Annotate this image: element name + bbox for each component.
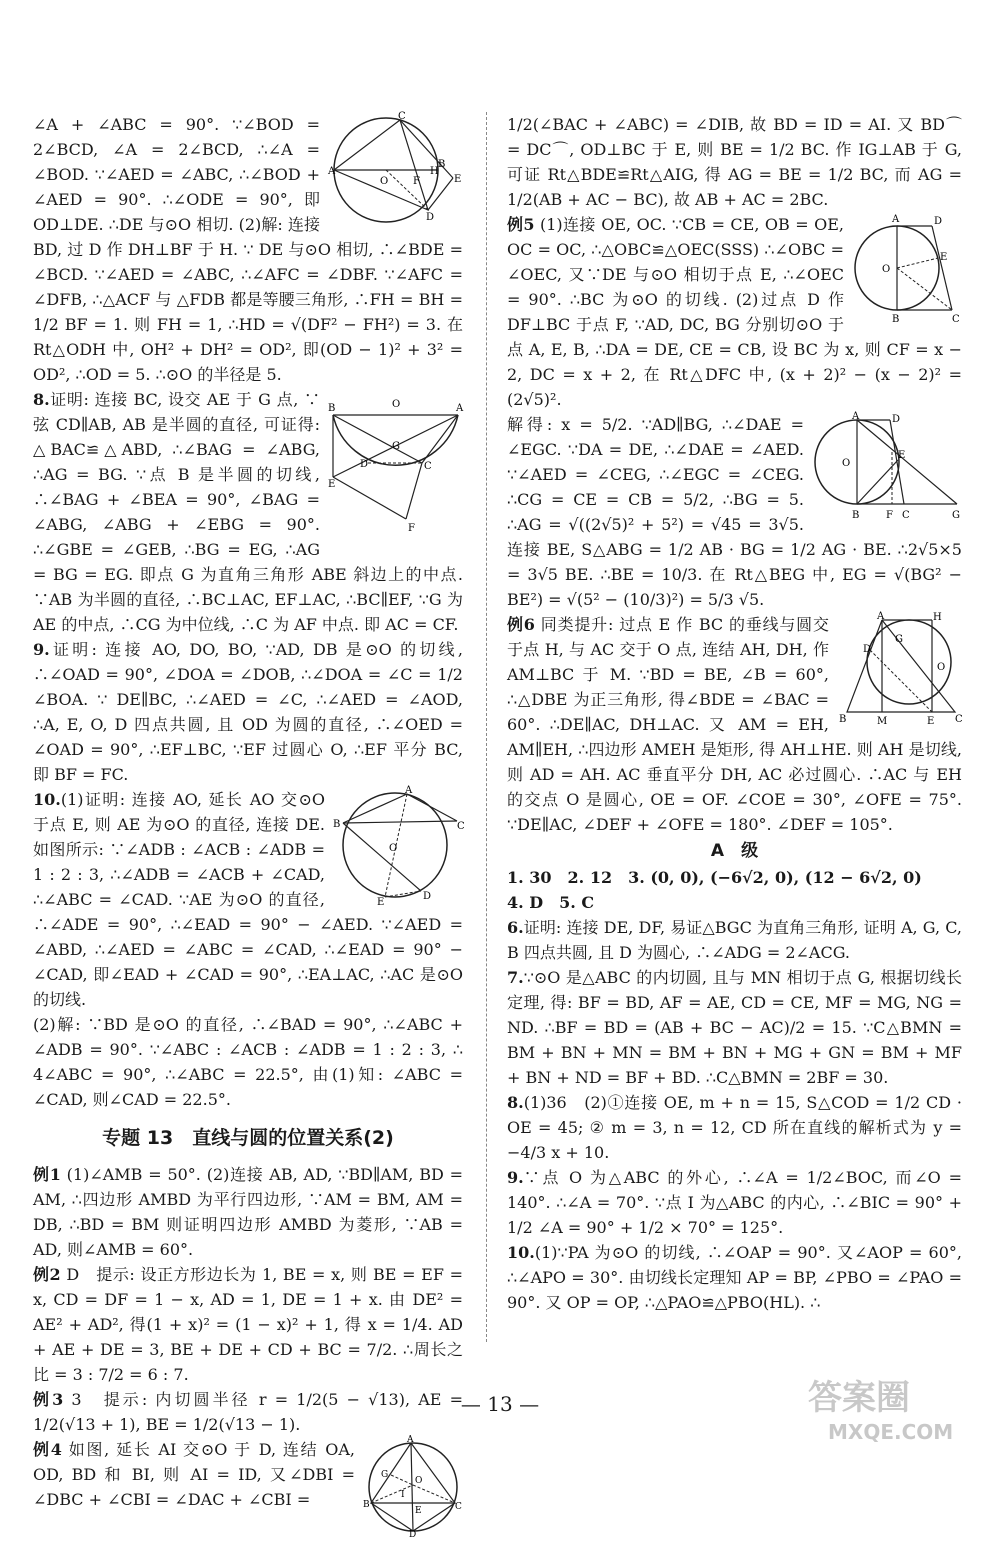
- answers-1-3: 1. 30 2. 12 3. (0, 0), (−6√2, 0), (12 − 6√2, 0): [507, 868, 922, 887]
- svg-text:O: O: [937, 662, 946, 673]
- svg-text:D: D: [423, 891, 432, 902]
- example-3-text: 3 提示: 内切圆半径 r = 1/2(5 − √13), AE = 1/2(√13 + 1), BE = 1/2(√13 − 1).: [33, 1390, 464, 1434]
- svg-text:C: C: [398, 111, 406, 122]
- figure-circle-ex5b: [812, 412, 962, 522]
- svg-text:C: C: [457, 821, 465, 832]
- watermark-line1: 答案圈: [808, 1378, 910, 1418]
- example-4-text: 如图, 延长 AI 交⊙O 于 D, 连结 OA, OD, BD 和 BI, 则 AI = ID, 又∠DBI = ∠DBC + ∠CBI = ∠DAC + ∠CBI =: [33, 1440, 355, 1509]
- svg-text:C: C: [955, 714, 963, 725]
- svg-text:O: O: [389, 843, 398, 854]
- figure-circle-tangent: [328, 112, 463, 222]
- example-6-text: 同类提升: 过点 E 作 BC 的垂线与圆交于点 H, 与 AC 交于 O 点, 连结 AH, DH, 作 AM⊥BC 于 M. ∵BD = BE, ∠B = 60°, ∴△DBE 为正三角形, 得∠BDE = ∠BAC = 60°. ∴DE∥AC, DH⊥AC. 又 AM = EH, AM∥EH, ∴四边形 AMEH 是矩形, 得 AH⊥HE. 则 AH 是切线, 则 AD = AH. AC 垂直平分 DH, AC 必过圆心. ∴AC 与 EH 的交点 O 是圆心, OE = OF. ∠COE = 30°, ∠OFE = 75°. ∵DE∥AC, ∠DEF + ∠OFE = 180°. ∠DEF = 105°.: [507, 615, 962, 834]
- svg-text:O: O: [842, 458, 851, 469]
- svg-text:E: E: [940, 252, 948, 263]
- svg-text:A: A: [877, 611, 885, 622]
- svg-text:F: F: [408, 523, 415, 534]
- figure-circle-ex5: [852, 212, 962, 327]
- section-heading: 专题 13 直线与圆的位置关系(2): [102, 1127, 394, 1149]
- svg-text:A: A: [892, 214, 900, 225]
- svg-text:D: D: [892, 414, 901, 425]
- item-a6-number: 6.: [507, 918, 524, 937]
- svg-text:H: H: [430, 166, 439, 177]
- watermark-logo: [788, 1367, 978, 1447]
- right-para-1: 1/2(∠BAC + ∠ABC) = ∠DIB, 故 BD = ID = AI. 又 BD⌒ = DC⌒, OD⊥BC 于 E, 则 BE = 1/2 BC. 作 IG⊥AB 于 G, 可证 Rt△BDE≌Rt△AIG, 得 AG = BE = 1/2 BC, 而 AG = 1/2(AB + AC − BC), 故 AB + AC = 2BC.: [507, 115, 962, 209]
- svg-text:B: B: [328, 403, 336, 414]
- svg-text:B: B: [852, 510, 860, 521]
- svg-text:O: O: [392, 399, 401, 410]
- svg-text:E: E: [415, 1506, 422, 1516]
- example-5-label: 例5: [507, 215, 535, 234]
- svg-text:D: D: [409, 1530, 417, 1540]
- svg-text:E: E: [377, 897, 385, 908]
- example-1-text: (1)∠AMB = 50°. (2)连接 AB, AD, ∵BD∥AM, BD = AM, ∴四边形 AMBD 为平行四边形, ∵AM = BM, AM = DB, ∴BD = BM 则证明四边形 AMBD 为菱形, ∵AB = AD, 则∠AMB = 60°.: [33, 1165, 463, 1259]
- svg-text:A: A: [456, 403, 464, 414]
- example-3-label: 例3: [33, 1390, 64, 1409]
- item-10-part2: (2)解: ∵BD 是⊙O 的直径, ∴∠BAD = 90°, ∴∠ABC + ∠ADB = 90°. ∵∠ABC : ∠ACB : ∠ADB = 1 : 2 : 3, ∴ 4∠ABC = 90°, ∴∠ABC = 22.5°, 由(1)知: ∠ABC = ∠CAD, 则∠CAD = 22.5°.: [33, 1015, 463, 1109]
- svg-text:E: E: [898, 450, 906, 461]
- svg-text:O: O: [415, 1476, 423, 1486]
- answers-4-5: 4. D 5. C: [507, 893, 595, 912]
- item-a8-number: 8.: [507, 1093, 524, 1112]
- svg-text:B: B: [363, 1500, 370, 1510]
- example-2-label: 例2: [33, 1265, 61, 1284]
- svg-text:G: G: [952, 510, 960, 521]
- figure-triangle-ex6: [837, 612, 962, 727]
- item-9-number: 9.: [33, 640, 50, 659]
- item-a10-number: 10.: [507, 1243, 535, 1262]
- svg-text:C: C: [952, 314, 960, 325]
- svg-text:B: B: [333, 819, 341, 830]
- svg-text:H: H: [933, 612, 942, 623]
- svg-text:M: M: [877, 716, 888, 727]
- left-column: [33, 112, 463, 1541]
- svg-text:B: B: [892, 314, 900, 325]
- column-divider: [486, 112, 487, 1342]
- item-10-number: 10.: [33, 790, 61, 809]
- item-10-text: (1)证明: 连接 AO, 延长 AO 交⊙O 于点 E, 则 AE 为⊙O 的直径, 连接 DE. 如图所示: ∵∠ADB : ∠ACB : ∠ADB = 1 : 2 : 3, ∴∠ADB = ∠ACB + ∠CAD, ∴∠ABC = ∠CAD. ∵AE 为⊙O 的直径, ∴∠ADE = 90°, ∴∠EAD = 90° − ∠AED. ∵∠AED = ∠ABD, ∴∠AED = ∠ABC = ∠CAD, ∴∠EAD = 90° − ∠CAD, 即∠EAD + ∠CAD = 90°, ∴EA⊥AC, ∴AC 是⊙O 的切线.: [33, 790, 463, 1009]
- item-9-text: 证明: 连接 AO, DO, BO, ∵AD, DB 是⊙O 的切线, ∴∠OAD = 90°, ∠DOA = ∠DOB, ∴∠DOA = ∠C = 1/2 ∠BOA. ∵ DE∥BC, ∴∠AED = ∠C, ∴∠AED = ∠AOD, ∴A, E, O, D 四点共圆, 且 OD 为圆的直径, ∴∠OED = ∠OAD = 90°, ∴EF⊥BC, ∵EF 过圆心 O, ∴EF 平分 BC, 即 BF = FC.: [33, 640, 463, 784]
- svg-text:E: E: [454, 174, 462, 185]
- svg-text:D: D: [863, 644, 872, 655]
- right-column: [507, 112, 962, 1315]
- svg-text:E: E: [328, 479, 336, 490]
- svg-text:D: D: [934, 216, 943, 227]
- svg-text:O: O: [380, 176, 389, 187]
- svg-text:A: A: [852, 411, 860, 422]
- item-a6-text: 证明: 连接 DE, DF, 易证△BGC 为直角三角形, 证明 A, G, C, B 四点共圆, 且 D 为圆心, ∴∠ADG = 2∠ACG.: [507, 918, 962, 962]
- page-number: — 13 —: [460, 1392, 540, 1416]
- svg-text:A: A: [328, 166, 336, 177]
- example-5-text: (1)连接 OE, OC. ∵CB = CE, OB = OE, OC = OC, ∴△OBC≌△OEC(SSS) ∴∠OBC = ∠OEC, 又∵DE 与⊙O 相切于点 E, ∴∠OEC = 90°. ∴BC 为⊙O 的切线. (2)过点 D 作 DF⊥BC 于点 F, ∵AD, DC, BG 分别切⊙O 于点 A, E, B, ∴DA = DE, CE = CB, 设 BC 为 x, 则 CF = x − 2, DC = x + 2, 在 Rt△DFC 中, (x + 2)² − (x − 2)² = (2√5)².: [507, 215, 962, 409]
- figure-circle-ex4: [363, 1435, 463, 1540]
- example-4-label: 例4: [33, 1440, 62, 1459]
- svg-text:F: F: [413, 176, 420, 187]
- example-1-label: 例1: [33, 1165, 61, 1184]
- item-8-text: 证明: 连接 BC, 设交 AE 于 G 点, ∵弦 CD∥AB, AB 是半圆的直径, 可证得: △BAC≌△ABD, ∴∠BAG = ∠ABG, ∴AG = BG. ∵点 B 是半圆的切线, ∴∠BAG + ∠BEA = 90°, ∠BAG = ∠ABG, ∠ABG + ∠EBG = 90°. ∴∠GBE = ∠GEB, ∴BG = EG, ∴AG = BG = EG. 即点 G 为直角三角形 ABE 斜边上的中点. ∵AB 为半圆的直径, ∴BC⊥AC, EF⊥AC, ∴BC∥EF, ∵G 为 AE 的中点, ∴CG 为中位线, ∴C 为 AF 中点. 即 AC = CF.: [33, 390, 463, 634]
- item-a7-number: 7.: [507, 968, 524, 987]
- item-8-number: 8.: [33, 390, 50, 409]
- watermark-line2: MXQE.COM: [828, 1420, 954, 1444]
- svg-text:O: O: [882, 264, 891, 275]
- svg-text:F: F: [886, 510, 893, 521]
- svg-text:C: C: [424, 461, 432, 472]
- svg-text:C: C: [455, 1502, 462, 1512]
- svg-text:A: A: [407, 1435, 414, 1445]
- level-heading: A 级: [710, 841, 759, 861]
- svg-text:D: D: [426, 212, 435, 223]
- figure-circle-10: [333, 787, 463, 907]
- svg-text:A: A: [405, 785, 413, 796]
- item-a7-text: ∵⊙O 是△ABC 的内切圆, 且与 MN 相切于点 G, 根据切线长定理, 得: BF = BD, AF = AE, CD = CE, MF = MG, NG = ND. ∴BF = BD = (AB + BC − AC)/2 = 15. ∵C△BMN = BM + BN + MN = BM + BN + MG + GN = BM + MF + BN + ND = BF + BD. ∴C△BMN = 2BF = 30.: [507, 968, 962, 1087]
- svg-text:B: B: [438, 159, 446, 170]
- example-2-text: D 提示: 设正方形边长为 1, BE = x, 则 BE = EF = x, CD = DF = 1 − x, AD = 1, DE = 1 + x. 由 DE² = AE² + AD², 得(1 + x)² = (1 − x)² + 1, 得 x = 1/4. AD + AE + DE = 3, BE + DE + CD + BC = 7/2. ∴周长之比 = 3 : 7/2 = 6 : 7.: [33, 1265, 463, 1384]
- svg-text:I: I: [401, 1490, 405, 1500]
- svg-text:B: B: [839, 714, 847, 725]
- item-a9-number: 9.: [507, 1168, 524, 1187]
- example-6-label: 例6: [507, 615, 535, 634]
- item-a8-text: (1)36 (2)①连接 OE, m + n = 15, S△COD = 1/2 CD · OE = 45; ② m = 3, n = 12, CD 所在直线的解析式为 y = −4/3 x + 10.: [507, 1093, 962, 1162]
- svg-text:G: G: [392, 441, 400, 452]
- svg-text:G: G: [895, 634, 903, 645]
- example-5-part2: 解得: x = 5/2. ∵AD∥BG, ∴∠DAE = ∠EGC. ∵DA = DE, ∴∠DAE = ∠AED. ∵∠AED = ∠CEG, ∴∠EGC = ∠CEG. ∴CG = CE = CB = 5/2, ∴BG = 5. ∴AG = √((2√5)² + 5²) = √45 = 3√5. 连接 BE, S△ABG = 1/2 AB · BG = 1/2 AG · BE. ∴2√5×5 = 3√5 BE. ∴BE = 10/3. 在 Rt△BEG 中, EG = √(BG² − BE²) = √(5² − (10/3)²) = 5/3 √5.: [507, 415, 962, 609]
- svg-text:C: C: [902, 510, 910, 521]
- left-para-1: ∠A + ∠ABC = 90°. ∵∠BOD = 2∠BCD, ∠A = 2∠BCD, ∴∠A = ∠BOD. ∵∠AED = ∠ABC, ∴∠BOD + ∠AED = 90°. ∴∠ODE = 90°, 即 OD⊥DE. ∴DE 与⊙O 相切. (2)解: 连接 BD, 过 D 作 DH⊥BF 于 H. ∵ DE 与⊙O 相切, ∴∠BDE = ∠BCD. ∵∠AED = ∠ABC, ∴∠AFC = ∠DBF. ∵∠AFC = ∠DFB, ∴△ACF 与 △FDB 都是等腰三角形, ∴FH = BH = 1/2 BF = 1. 则 FH = 1, ∴HD = √(DF² − FH²) = 3. 在 Rt△ODH 中, OH² + DH² = OD², 即(OD − 1)² + 3² = OD², ∴OD = 5. ∴⊙O 的半径是 5.: [33, 115, 463, 384]
- svg-text:E: E: [927, 716, 935, 727]
- item-a9-text: ∵点 O 为△ABC 的外心, ∴∠A = 1/2∠BOC, 而∠O = 140°. ∴∠A = 70°. ∵点 I 为△ABC 的内心, ∴∠BIC = 90° + 1/2 ∠A = 90° + 1/2 × 70° = 125°.: [507, 1168, 962, 1237]
- svg-text:G: G: [381, 1470, 389, 1480]
- svg-text:D: D: [360, 459, 369, 470]
- item-a10-text: (1)∵PA 为⊙O 的切线, ∴∠OAP = 90°. 又∠AOP = 60°, ∴∠APO = 30°. 由切线长定理知 AP = BP, ∠PBO = ∠PAO = 90°. 又 OP = OP, ∴△PAO≌△PBO(HL). ∴: [507, 1243, 962, 1312]
- figure-semicircle-8: [328, 387, 463, 537]
